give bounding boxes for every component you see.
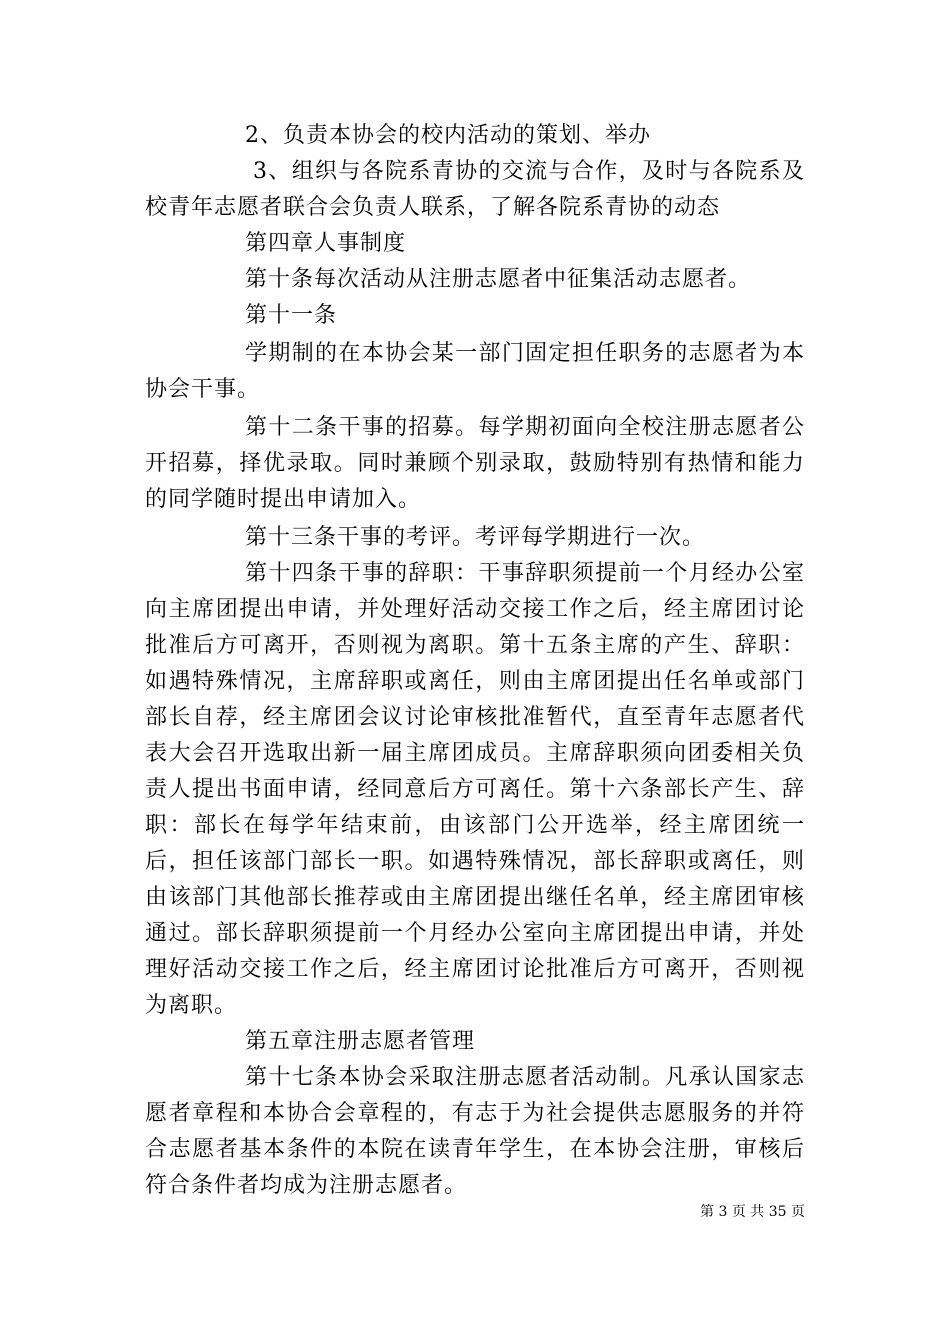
document-body [145, 118, 805, 1204]
paragraph-item-2: 2、负责本协会的校内活动的策划、举办 [245, 123, 651, 148]
article-17: 第十七条本协会采取注册志愿者活动制。凡承认国家志愿者章程和本协合会章程的，有志于为社会提供志愿服务的并符合志愿者基本条件的本院在读青年学生，在本协会注册，审核后符合条件者均成为注册志愿者。 [145, 1065, 805, 1198]
article-12: 第十二条干事的招募。每学期初面向全校注册志愿者公开招募，择优录取。同时兼顾个别录取，鼓励特别有热情和能力的同学随时提出申请加入。 [145, 415, 805, 512]
article-14-16: 第十四条干事的辞职：干事辞职须提前一个月经办公室向主席团提出申请，并处理好活动交接工作之后，经主席团讨论批准后方可离开，否则视为离职。第十五条主席的产生、辞职：如遇特殊情况，主席辞职或离任，则由主席团提出任名单或部门部长自荐，经主席团会议讨论审核批准暂代，直至青年志愿者代表大会召开选取出新一届主席团成员。主席辞职须向团委相关负责人提出书面申请，经同意后方可离任。第十六条部长产生、辞职：部长在每学年结束前，由该部门公开选举，经主席团统一后，担任该部门部长一职。如遇特殊情况，部长辞职或离任，则由该部门其他部长推荐或由主席团提出继任名单，经主席团审核通过。部长辞职须提前一个月经办公室向主席团提出申请，并处理好活动交接工作之后，经主席团讨论批准后方可离开，否则视为离职。 [145, 561, 805, 1018]
chapter-heading-5: 第五章注册志愿者管理 [245, 1029, 476, 1054]
article-11-heading: 第十一条 [245, 303, 338, 328]
page-number: 第 3 页 共 35 页 [700, 1204, 805, 1220]
paragraph-item-3: 3、组织与各院系青协的交流与合作，及时与各院系及校青年志愿者联合会负责人联系，了解各院系青协的动态 [145, 159, 805, 220]
article-11-body: 学期制的在本协会某一部门固定担任职务的志愿者为本协会干事。 [145, 341, 805, 402]
article-10: 第十条每次活动从注册志愿者中征集活动志愿者。 [245, 267, 752, 292]
chapter-heading-4: 第四章人事制度 [245, 231, 407, 256]
article-13: 第十三条干事的考评。考评每学期进行一次。 [245, 525, 706, 550]
